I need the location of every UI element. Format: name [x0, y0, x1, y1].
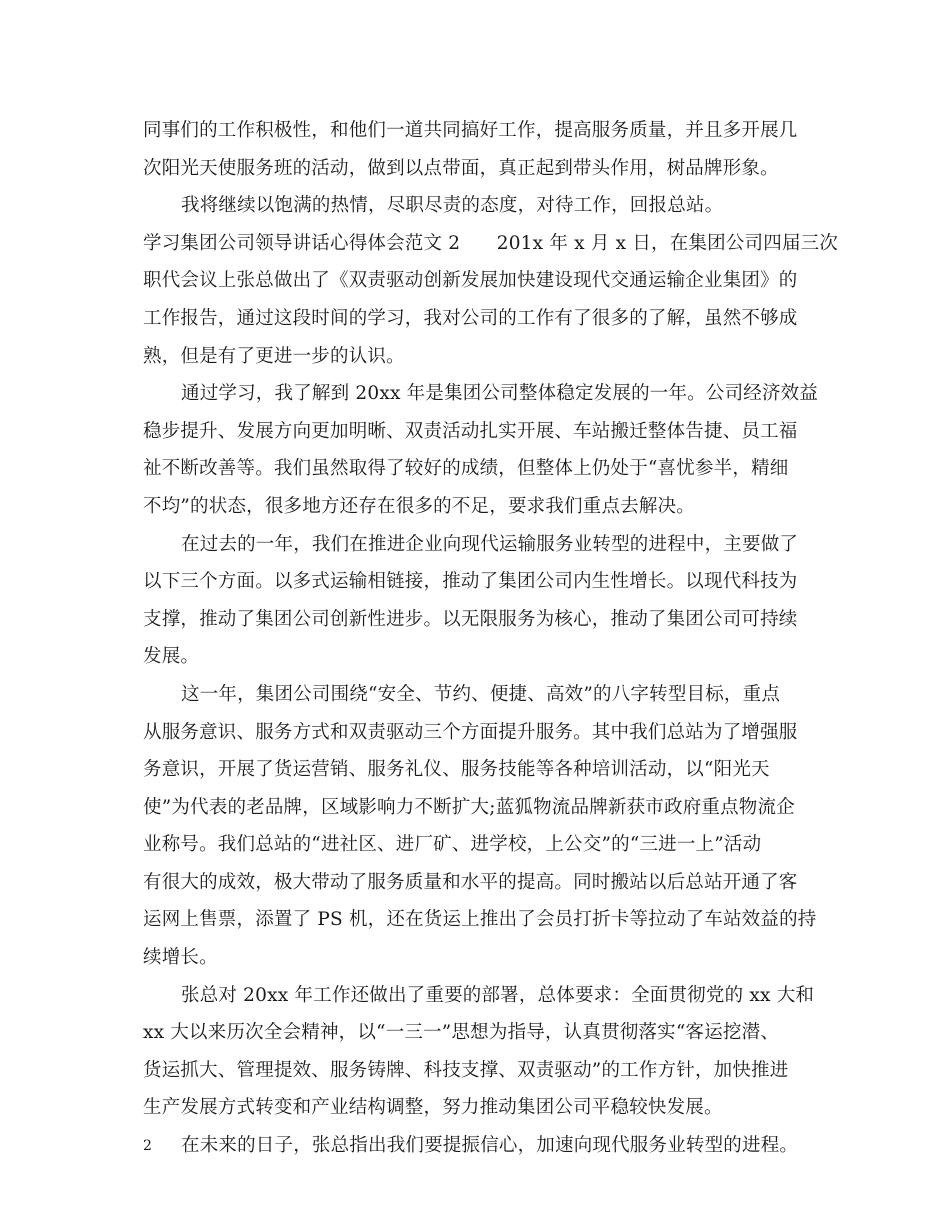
text-line: 稳步提升、发展方向更加明晰、双责活动扎实开展、车站搬迁整体告捷、员工福 [143, 420, 798, 442]
text-line: 使”为代表的老品牌，区域影响力不断扩大;蓝狐物流品牌新获市政府重点物流企 [143, 796, 795, 818]
text-line: 职代会议上张总做出了《双责驱动创新发展加快建设现代交通运输企业集团》的 [143, 270, 798, 292]
text-line: 学习集团公司领导讲话心得体会范文 2 201x 年 x 月 x 日，在集团公司四届三次 [143, 232, 839, 254]
text-line: 货运抓大、管理提效、服务铸牌、科技支撑、双责驱动”的工作方针，加快推进 [143, 1059, 789, 1081]
text-line: 张总对 20xx 年工作还做出了重要的部署，总体要求：全面贯彻党的 xx 大和 [181, 984, 815, 1006]
text-line: 务意识，开展了货运营销、服务礼仪、服务技能等各种培训活动，以“阳光天 [143, 759, 770, 781]
page-number: 2 [143, 1138, 152, 1154]
text-line: 这一年，集团公司围绕“安全、节约、便捷、高效”的八字转型目标，重点 [181, 683, 781, 705]
text-line: 运网上售票，添置了 PS 机，还在货运上推出了会员打折卡等拉动了车站效益的持 [143, 909, 817, 931]
text-line: 在未来的日子，张总指出我们要提振信心，加速向现代服务业转型的进程。 [181, 1135, 799, 1157]
text-line: 不均”的状态，很多地方还存在很多的不足，要求我们重点去解决。 [143, 495, 695, 517]
text-line: 在过去的一年，我们在推进企业向现代运输服务业转型的进程中，主要做了 [181, 533, 799, 555]
text-line: 生产发展方式转变和产业结构调整，努力推动集团公司平稳较快发展。 [143, 1097, 723, 1119]
text-line: 支撑，推动了集团公司创新性进步。以无限服务为核心，推动了集团公司可持续 [143, 608, 798, 630]
text-line: xx 大以来历次全会精神，以“一三一”思想为指导，认真贯彻落实“客运挖潜、 [143, 1022, 780, 1044]
text-line: 通过学习，我了解到 20xx 年是集团公司整体稳定发展的一年。公司经济效益 [181, 383, 819, 405]
document-body [143, 112, 839, 1165]
text-line: 熟，但是有了更进一步的认识。 [143, 345, 405, 367]
text-line: 业称号。我们总站的“进社区、进厂矿、进学校，上公交”的“三进一上”活动 [143, 834, 762, 856]
text-line: 工作报告，通过这段时间的学习，我对公司的工作有了很多的了解，虽然不够成 [143, 307, 798, 329]
text-line: 祉不断改善等。我们虽然取得了较好的成绩，但整体上仍处于“喜忧参半，精细 [143, 458, 789, 480]
text-line: 续增长。 [143, 947, 218, 969]
text-line: 同事们的工作积极性，和他们一道共同搞好工作，提高服务质量，并且多开展几 [143, 120, 798, 141]
text-line: 发展。 [143, 646, 200, 668]
text-line: 我将继续以饱满的热情，尽职尽责的态度，对待工作，回报总站。 [181, 195, 724, 217]
text-line: 次阳光天使服务班的活动，做到以点带面，真正起到带头作用，树品牌形象。 [143, 157, 779, 179]
text-line: 以下三个方面。以多式运输相链接，推动了集团公司内生性增长。以现代科技为 [143, 571, 798, 593]
text-line: 从服务意识、服务方式和双责驱动三个方面提升服务。其中我们总站为了增强服 [143, 721, 798, 743]
text-line: 有很大的成效，极大带动了服务质量和水平的提高。同时搬站以后总站开通了客 [143, 871, 798, 893]
